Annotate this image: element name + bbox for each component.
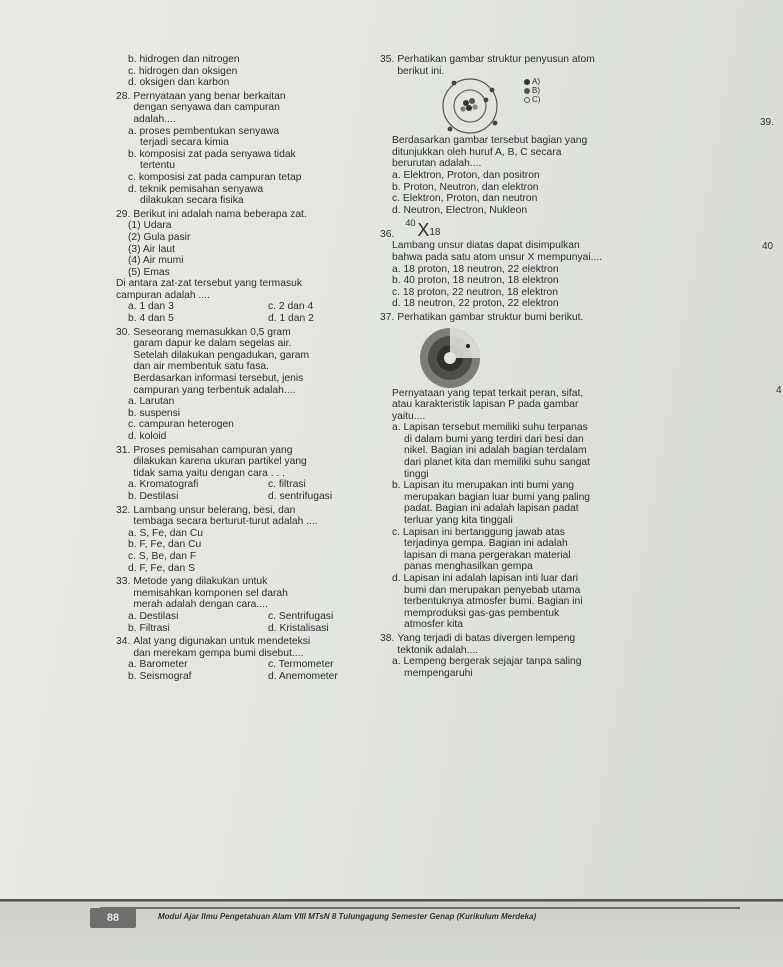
answer-options xyxy=(116,54,362,89)
answer-option: d. 1 dan 2 xyxy=(268,313,314,325)
question-38 xyxy=(380,633,712,679)
question-stem-line: campuran yang terbentuk adalah.... xyxy=(133,384,296,396)
question-header xyxy=(116,576,362,611)
question-stem-line: campuran adalah .... xyxy=(116,289,210,301)
question-36 xyxy=(380,218,712,310)
question-stem-line: Seseorang memasukkan 0,5 gram xyxy=(133,326,291,338)
question-stem-line: Setelah dilakukan pengadukan, garam xyxy=(133,349,310,361)
question-34 xyxy=(116,636,362,682)
question-stem-line: dan air membentuk satu fasa. xyxy=(133,361,269,373)
edge-number-40: 40 xyxy=(762,241,774,252)
answer-option xyxy=(128,172,362,184)
question-stem-line: Perhatikan gambar struktur penyusun atom xyxy=(397,54,595,65)
question-header xyxy=(116,445,362,480)
answer-option-row xyxy=(116,491,362,503)
question-stem xyxy=(133,636,310,659)
question-stem xyxy=(116,278,362,301)
answer-option: c. 18 proton, 22 neutron, 18 elektron xyxy=(392,286,559,298)
answer-option xyxy=(128,149,362,172)
answer-options xyxy=(116,396,362,442)
answer-option: d. 18 neutron, 22 proton, 22 elektron xyxy=(392,298,559,310)
question-number: 33. xyxy=(116,576,131,588)
question-stem-line: garam dapur ke dalam segelas air. xyxy=(133,338,292,350)
answer-option: b. 40 proton, 18 neutron, 18 elektron xyxy=(392,275,559,287)
answer-option: a. Barometer xyxy=(128,659,188,671)
question-stem xyxy=(133,576,288,611)
legend-item-c: C) xyxy=(524,95,540,104)
substance-list xyxy=(116,220,362,278)
filled-dot-icon xyxy=(524,88,530,94)
question-number: 38. xyxy=(380,632,395,644)
answer-option: a. 1 dan 3 xyxy=(128,301,174,313)
answer-options xyxy=(116,126,362,207)
answer-option: a. S, Fe, dan Cu xyxy=(128,527,203,539)
hollow-dot-icon xyxy=(524,97,530,103)
answer-option: d. Kristalisasi xyxy=(268,622,329,634)
substance-item: (3) Air laut xyxy=(128,243,175,255)
question-header xyxy=(116,636,362,659)
answer-option-line: c. komposisi zat pada campuran tetap xyxy=(128,171,302,183)
question-number: 30. xyxy=(116,326,131,338)
footer-module-title: Modul Ajar Ilmu Pengetahuan Alam VIII MTsN 8 Tulungagung Semester Genap (Kurikulum Merdeka) xyxy=(158,912,537,921)
question-stem-line: berikut ini. xyxy=(397,65,445,77)
question-stem-line: Pernyataan yang benar berkaitan xyxy=(133,90,286,102)
question-stem-line: dilakukan karena ukuran partikel yang xyxy=(133,456,307,468)
answer-option: c. filtrasi xyxy=(268,479,306,491)
answer-option: b. 4 dan 5 xyxy=(128,313,174,325)
answer-option-row xyxy=(116,671,362,683)
answer-option-row xyxy=(116,313,362,325)
answer-option-line: b. komposisi zat pada senyawa tidak xyxy=(128,148,296,160)
element-symbol: X xyxy=(417,220,430,241)
answer-option: b. Proton, Neutron, dan elektron xyxy=(392,181,539,193)
question-stem-line: atau karakteristik lapisan P pada gambar xyxy=(392,399,579,411)
legend-item-a: A) xyxy=(524,77,540,86)
question-number: 28. xyxy=(116,90,131,102)
question-stem xyxy=(133,327,309,397)
atomic-number: 18 xyxy=(429,227,441,239)
answer-options xyxy=(380,422,712,631)
question-number: 32. xyxy=(116,504,131,516)
answer-option-row xyxy=(116,611,362,623)
question-number: 31. xyxy=(116,444,131,456)
question-stem-line: dengan senyawa dan campuran xyxy=(133,102,280,114)
substance-item: (5) Emas xyxy=(128,266,170,278)
answer-option-row xyxy=(116,301,362,313)
answer-option: b. F, Fe, dan Cu xyxy=(128,539,202,551)
answer-option: a. Destilasi xyxy=(128,610,179,622)
question-30 xyxy=(116,327,362,443)
question-stem-line: Berdasarkan gambar tersebut bagian yang xyxy=(392,135,588,147)
answer-option: c. Termometer xyxy=(268,659,334,671)
answer-option-d: d. Lapisan ini adalah lapisan inti luar dari bumi dan merupakan penyebab utama terbentuknya atmosfer bumi. Bagian ini memproduksi gas-gas pembentuk atmosfer kita xyxy=(392,573,583,631)
answer-option-a: a. Lempeng bergerak sejajar tanpa saling mempengaruhi xyxy=(392,656,582,679)
answer-option-line: tertentu xyxy=(140,160,175,172)
answer-option xyxy=(128,184,362,207)
question-27-options xyxy=(116,54,362,89)
question-stem-line: adalah.... xyxy=(133,113,176,125)
answer-option: c. 2 dan 4 xyxy=(268,301,314,313)
answer-option: a. Elektron, Proton, dan positron xyxy=(392,169,540,181)
answer-option: c. Elektron, Proton, dan neutron xyxy=(392,193,538,205)
question-number: 35. xyxy=(380,54,395,65)
question-35 xyxy=(380,54,712,216)
answer-option-row xyxy=(116,623,362,635)
answer-option: d. sentrifugasi xyxy=(268,490,333,502)
left-column xyxy=(116,54,362,682)
answer-option-b: b. Lapisan itu merupakan inti bumi yang merupakan bagian luar bumi yang paling padat. Bagian ini adalah lapisan padat terluar yang kita tinggali xyxy=(392,480,591,527)
answer-option-row xyxy=(116,659,362,671)
page-number-badge: 88 xyxy=(90,908,136,928)
substance-item: (2) Gula pasir xyxy=(128,231,191,243)
question-stem-line: berurutan adalah.... xyxy=(392,158,482,170)
question-stem-line: Metode yang dilakukan untuk xyxy=(133,576,268,588)
question-stem xyxy=(133,445,306,480)
question-number: 37. xyxy=(380,311,395,323)
question-stem-line: tektonik adalah.... xyxy=(397,644,479,656)
question-stem-line: Lambang unsur diatas dapat disimpulkan xyxy=(392,240,580,252)
question-stem xyxy=(133,91,285,126)
answer-option-row xyxy=(116,479,362,491)
question-stem-line: Di antara zat-zat tersebut yang termasuk xyxy=(116,278,303,290)
answer-option-line: dilakukan secara fisika xyxy=(140,195,244,207)
question-number: 34. xyxy=(116,636,131,648)
answer-option-line: d. teknik pemisahan senyawa xyxy=(128,183,264,195)
question-29 xyxy=(116,209,362,325)
mass-number: 40 xyxy=(405,218,416,229)
atom-figure xyxy=(380,77,712,135)
question-32 xyxy=(116,505,362,575)
answer-option: c. S, Be, dan F xyxy=(128,550,197,562)
answer-option-line: terjadi secara kimia xyxy=(140,137,229,149)
atom-legend xyxy=(524,77,540,104)
answer-option: b. suspensi xyxy=(128,407,181,419)
footer-divider xyxy=(100,907,740,909)
question-stem-line: Lambang unsur belerang, besi, dan xyxy=(133,504,296,516)
answer-option: b. Destilasi xyxy=(128,490,179,502)
edge-number-39: 39. xyxy=(760,117,774,128)
answer-option: b. hidrogen dan nitrogen xyxy=(128,54,240,65)
question-stem-line: Yang terjadi di batas divergen lempeng xyxy=(397,632,576,644)
question-stem-line: dan merekam gempa bumi disebut.... xyxy=(133,647,304,659)
answer-option: d. Anemometer xyxy=(268,670,338,682)
question-stem-line: bahwa pada satu atom unsur X mempunyai.... xyxy=(392,251,603,263)
question-33 xyxy=(116,576,362,634)
answer-option: c. hidrogen dan oksigen xyxy=(128,65,238,77)
question-28 xyxy=(116,91,362,207)
answer-option: a. Larutan xyxy=(128,396,175,408)
question-stem-line: Proses pemisahan campuran yang xyxy=(133,444,293,456)
question-stem-line: yaitu.... xyxy=(392,410,426,422)
answer-option-a: a. Lapisan tersebut memiliki suhu terpanas di dalam bumi yang terdiri dari besi dan nikel. Bagian ini adalah bagian terdalam dari planet kita dan memiliki suhu sangat tinggi xyxy=(392,422,591,480)
question-number: 29. xyxy=(116,208,131,220)
answer-option: c. campuran heterogen xyxy=(128,419,234,431)
nuclide-notation xyxy=(397,218,443,240)
question-stem-line: tidak sama yaitu dengan cara . . . xyxy=(133,467,286,479)
substance-item: (1) Udara xyxy=(128,220,172,232)
answer-option: b. Filtrasi xyxy=(128,622,170,634)
answer-option xyxy=(128,126,362,149)
question-37 xyxy=(380,312,712,631)
question-stem-line: memisahkan komponen sel darah xyxy=(133,587,288,599)
question-31 xyxy=(116,445,362,503)
question-stem-line: tembaga secara berturut-turut adalah .... xyxy=(133,516,318,528)
answer-option: d. koloid xyxy=(128,431,167,442)
earth-layers-figure xyxy=(380,324,712,388)
answer-option: d. oksigen dan karbon xyxy=(128,77,230,89)
answer-options xyxy=(116,528,362,574)
question-header xyxy=(116,91,362,126)
edge-number-4: 4 xyxy=(776,385,782,396)
question-stem-line: Berdasarkan informasi tersebut, jenis xyxy=(133,373,304,385)
answer-option-c: c. Lapisan ini bertanggung jawab atas terjadinya gempa. Bagian ini adalah lapisan di mana pergerakan material panas menghasilkan gempa xyxy=(392,526,571,573)
question-stem-line: merah adalah dengan cara.... xyxy=(133,599,268,611)
question-stem xyxy=(133,209,306,221)
filled-dot-icon xyxy=(524,79,530,85)
answer-option: d. Neutron, Electron, Nukleon xyxy=(392,204,528,216)
answer-option: a. 18 proton, 18 neutron, 22 elektron xyxy=(392,263,559,275)
answer-option: a. Kromatografi xyxy=(128,479,199,491)
question-stem-line: ditunjukkan oleh huruf A, B, C secara xyxy=(392,146,562,158)
question-stem xyxy=(133,505,317,528)
question-stem-line: Pernyataan yang tepat terkait peran, sifat, xyxy=(392,387,584,399)
legend-item-b: B) xyxy=(524,86,540,95)
question-stem-line: Alat yang digunakan untuk mendeteksi xyxy=(133,636,311,648)
question-header xyxy=(116,327,362,397)
earth-structure-diagram xyxy=(418,326,482,390)
question-header xyxy=(116,505,362,528)
answer-option: d. F, Fe, dan S xyxy=(128,562,195,574)
question-stem-line: Perhatikan gambar struktur bumi berikut. xyxy=(397,311,584,323)
answer-option: b. Seismograf xyxy=(128,670,192,682)
substance-item: (4) Air mumi xyxy=(128,255,184,267)
question-header xyxy=(116,209,362,221)
question-number: 36. xyxy=(380,228,395,240)
answer-option-line: a. proses pembentukan senyawa xyxy=(128,125,280,137)
question-stem-line: Berikut ini adalah nama beberapa zat. xyxy=(133,208,307,220)
answer-option: c. Sentrifugasi xyxy=(268,610,334,622)
right-column xyxy=(380,54,712,679)
